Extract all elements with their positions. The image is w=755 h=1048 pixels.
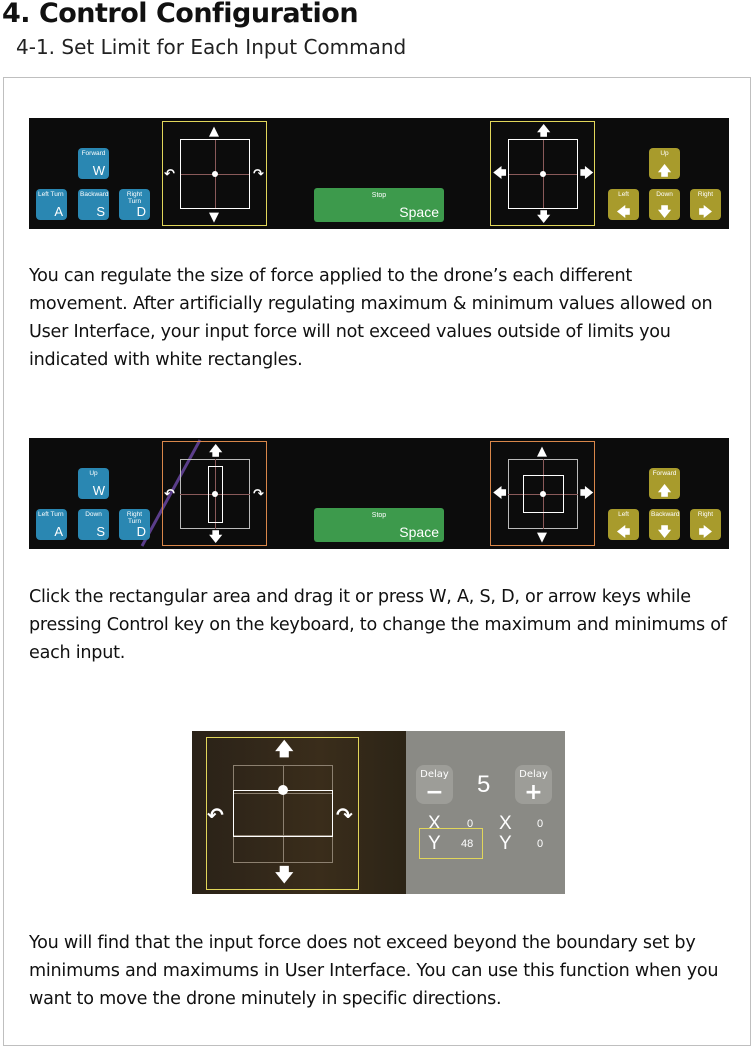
arrow-down-icon: 🡇	[657, 204, 672, 219]
paragraph-3: You will find that the input force does not exceed beyond the boundary set by minimums and maximums in User Interface. You can use this function when you want to move the drone minutely in specific directions.	[29, 933, 719, 1009]
arrow-up-icon: 🡅	[537, 124, 551, 139]
key-up[interactable]	[649, 148, 680, 179]
paragraph-1: You can regulate the size of force applied to the drone’s each different movement. After artificially regulating maximum & minimum values allowed on User Interface, your input force will not exceed values outside of limits you indicated with white rectangles.	[29, 266, 713, 370]
joystick-handle[interactable]	[540, 171, 546, 177]
rotate-right-icon: ↷	[336, 803, 353, 827]
right-joystick[interactable]	[490, 441, 595, 546]
arrow-down-icon: 🡇	[537, 210, 551, 225]
key-label: Backward	[651, 511, 680, 518]
stop-key: Space	[399, 204, 439, 220]
key-label: Forward	[652, 470, 677, 477]
joystick-handle[interactable]	[540, 491, 546, 497]
arrow-up-icon: 🡅	[657, 163, 672, 178]
descend-icon: ▼	[537, 530, 547, 545]
arrow-down-icon: 🡇	[275, 865, 294, 886]
stop-button[interactable]	[314, 188, 444, 222]
key-d[interactable]	[119, 509, 150, 540]
arrow-down-icon: 🡇	[657, 524, 672, 539]
key-label: Right Turn	[126, 191, 143, 205]
y-label-right: Y	[499, 833, 512, 854]
left-joystick[interactable]	[162, 441, 267, 546]
key-label: Left Turn	[38, 191, 64, 198]
stop-key: Space	[399, 524, 439, 540]
control-panel-1	[29, 118, 729, 229]
key-forward[interactable]	[649, 468, 680, 499]
plus-icon: +	[524, 780, 543, 805]
joystick-handle[interactable]	[278, 785, 288, 795]
limit-rectangle[interactable]	[233, 790, 333, 837]
descend-icon: ▼	[209, 210, 219, 225]
left-joystick[interactable]	[162, 121, 267, 226]
key-label: Up	[89, 470, 98, 477]
arrow-right-icon: 🡆	[580, 486, 594, 501]
key-label: Left	[618, 511, 629, 518]
key-label: Down	[85, 511, 102, 518]
stop-button[interactable]	[314, 508, 444, 542]
joystick-handle[interactable]	[212, 491, 218, 497]
key-backward[interactable]	[649, 509, 680, 540]
key-label: Backward	[80, 191, 109, 198]
right-joystick[interactable]	[490, 121, 595, 226]
key-label: Down	[656, 191, 673, 198]
ascend-icon: ▲	[209, 124, 219, 139]
arrow-up-icon: 🡅	[657, 483, 672, 498]
stop-label: Stop	[371, 512, 387, 519]
key-letter: S	[96, 524, 105, 539]
key-d[interactable]	[119, 189, 150, 220]
rotate-left-icon: ↶	[207, 803, 224, 827]
key-right[interactable]	[690, 509, 721, 540]
y-label-left: Y	[428, 833, 441, 854]
key-label: Left	[618, 191, 629, 198]
arrow-right-icon: 🡆	[698, 204, 713, 219]
y-value-left: 48	[461, 838, 474, 850]
arrow-right-icon: 🡆	[698, 524, 713, 539]
joystick-handle[interactable]	[212, 171, 218, 177]
key-label: Up	[660, 150, 669, 157]
arrow-right-icon: 🡆	[580, 166, 594, 181]
control-panel-2	[29, 438, 729, 549]
arrow-left-icon: 🡄	[493, 166, 507, 181]
highlight-box	[419, 828, 483, 859]
key-letter: D	[136, 204, 146, 219]
subsection-heading: 4-1. Set Limit for Each Input Command	[16, 35, 407, 59]
x-value-right: 0	[537, 818, 544, 830]
delay-increase-button[interactable]	[515, 765, 552, 804]
key-a[interactable]	[36, 509, 67, 540]
delay-label: Delay	[519, 769, 548, 780]
key-w[interactable]	[78, 148, 109, 179]
stop-label: Stop	[371, 192, 387, 199]
rotate-left-icon: ↶	[164, 167, 175, 182]
delay-value: 5	[477, 771, 491, 798]
paragraph-2: Click the rectangular area and drag it or press W, A, S, D, or arrow keys while pressing Control key on the keyboard, to change the maximum and minimums of each input.	[29, 587, 727, 663]
arrow-up-icon: 🡅	[275, 739, 294, 760]
delay-decrease-button[interactable]	[416, 765, 453, 804]
key-left[interactable]	[608, 189, 639, 220]
arrow-left-icon: 🡄	[616, 524, 631, 539]
key-right[interactable]	[690, 189, 721, 220]
key-w[interactable]	[78, 468, 109, 499]
minus-icon: −	[425, 780, 444, 805]
key-label: Right Turn	[126, 511, 143, 525]
key-s[interactable]	[78, 189, 109, 220]
x-label-right: X	[499, 813, 512, 834]
key-label: Right	[697, 191, 714, 198]
key-down[interactable]	[649, 189, 680, 220]
joystick-detail-panel	[192, 731, 565, 894]
key-a[interactable]	[36, 189, 67, 220]
rotate-right-icon: ↷	[253, 487, 264, 502]
y-value-right: 0	[537, 838, 544, 850]
delay-controls	[406, 731, 565, 894]
x-value-left: 0	[467, 818, 474, 830]
key-label: Left Turn	[38, 511, 64, 518]
descend-icon: 🡇	[209, 530, 223, 545]
ascend-icon: ▲	[537, 444, 547, 459]
key-letter: A	[54, 524, 63, 539]
key-letter: W	[92, 163, 105, 178]
key-letter: A	[54, 204, 63, 219]
rotate-right-icon: ↷	[253, 167, 264, 182]
key-letter: W	[92, 483, 105, 498]
key-label: Forward	[81, 150, 106, 157]
key-s[interactable]	[78, 509, 109, 540]
section-heading: 4. Control Configuration	[2, 0, 359, 29]
key-letter: D	[136, 524, 146, 539]
joystick-detail-view	[192, 731, 406, 894]
x-label-left: X	[428, 813, 441, 834]
delay-label: Delay	[420, 769, 449, 780]
key-label: Right	[697, 511, 714, 518]
rotate-left-icon: ↶	[164, 487, 175, 502]
ascend-icon: 🡅	[209, 444, 223, 459]
key-left[interactable]	[608, 509, 639, 540]
arrow-left-icon: 🡄	[493, 486, 507, 501]
key-letter: S	[96, 204, 105, 219]
arrow-left-icon: 🡄	[616, 204, 631, 219]
